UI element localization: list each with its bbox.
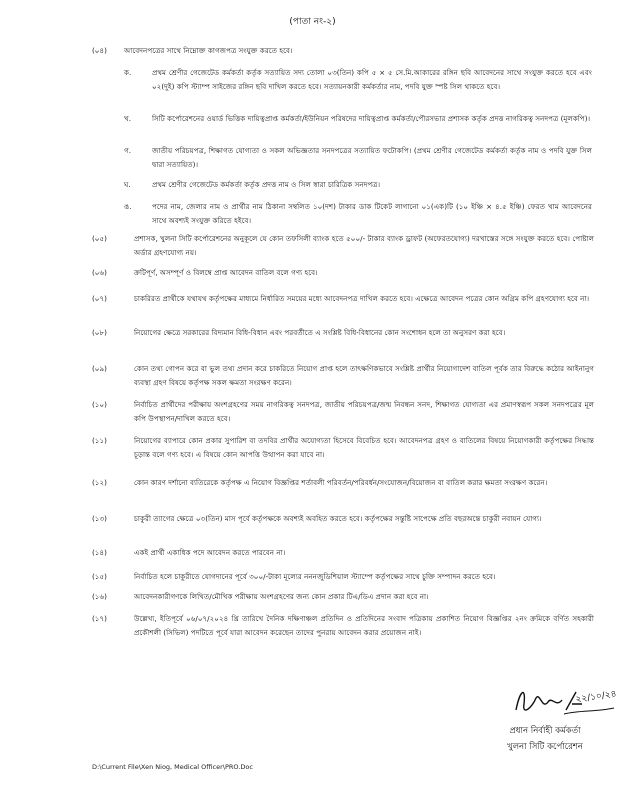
condition-text: নিয়োগের ক্ষেত্রে সরকারের বিদ্যমান বিধি-বিধান এবং পরবর্তীতে এ সংশ্লিষ্ট বিধি-বিধানের কোন সংশোধন হলে তা অনুসরণ করা হবে।	[134, 328, 506, 337]
condition-text: চাকুরী ত্যাগের ক্ষেত্রে ০৩(তিন) মাস পূর্বে কর্তৃপক্ষকে অবশ্যই অবহিত করতে হবে। কর্তৃপক্ষের সন্তুষ্টি সাপেক্ষে প্রতি বছরঅন্তে চাকুরী নবায়ন যোগ্য।	[134, 514, 542, 523]
condition-text: চাকরিরত প্রার্থীকে যথাযথ কর্তৃপক্ষের মাধ্যমে নির্ধারিত সময়ের মধ্যে আবেদনপত্র দাখিল করতে হবে। এক্ষেত্রে আবেদন পত্রের কোন অগ্রিম কপি গ্রহণযোগ্য হবে না।	[134, 294, 590, 303]
page-number: (পাতা নং-২)	[289, 17, 336, 27]
condition-number: (১৫)	[92, 572, 107, 581]
condition-text: নিয়োগের ব্যাপারে কোন প্রকার সুপারিশ বা তদবির প্রার্থীর অযোগ্যতা হিসেবে বিবেচিত হবে। আবেদনপত্র গ্রহণ ও বাতিলের বিষয়ে নিয়োগকারী কর্তৃপক্ষের সিদ্ধান্ত চূড়ান্ত বলে গণ্য হবে। এ বিষয়ে কোন আপত্তি উত্থাপন করা যাবে না।	[134, 436, 594, 459]
condition-number: (১৭)	[92, 614, 107, 623]
condition-number: (০৬)	[92, 268, 107, 277]
condition-text: একই প্রার্থী একাধিক পদে আবেদন করতে পারবেন না।	[134, 548, 286, 557]
signer-title: প্রধান নির্বাহী কর্মকর্তা	[509, 726, 581, 736]
signature-block	[470, 680, 620, 760]
condition-number: খ.	[124, 114, 132, 123]
condition-text: উল্লেখ্য, ইতিপূর্বে ০৬/০৭/২০২৪ খ্রি তারিখে দৈনিক দক্ষিণাঞ্চল প্রতিদিন ও প্রতিদিনের সংবাদ পত্রিকায় প্রকাশিত নিয়োগ বিজ্ঞপ্তির ২নং ক্রমিকে বর্ণিত সহকারী প্রকৌশলী (সিভিল) পদটিতে পূর্বে যারা আবেদন করেছেন তাদের পুনরায় আবেদন করার প্রয়োজন নাই।	[134, 614, 594, 637]
condition-number: (১৪)	[92, 548, 107, 557]
condition-number: (১২)	[92, 478, 107, 487]
condition-text: প্রথম শ্রেণীর গেজেটেড কর্মকর্তা কর্তৃক প্রদত্ত নাম ও সিল স্বারা চারিত্রিক সনদপত্র।	[152, 180, 381, 189]
condition-number: (০৪)	[92, 46, 107, 55]
condition-number: ক.	[124, 68, 132, 77]
condition-text: আবেদনপত্রের সাথে নিম্নোক্ত কাগজপত্র সংযুক্ত করতে হবে।	[124, 46, 293, 55]
condition-number: (০৫)	[92, 234, 107, 243]
file-path-footer: D:\Current File\Xen Niog, Medical Officer\PRO.Doc	[92, 763, 253, 771]
condition-text: পদের নাম, জেলার নাম ও প্রার্থীর নাম ঠিকানা সম্বলিত ১০(দশ) টাকার ডাক টিকেট লাগানো ০১(এক)টি (১০ ইঞ্চি × ৪.৫ ইঞ্চি) ফেরত খাম আবেদনের সাথে অবশ্যই সংযুক্ত করিতে হইবে।	[152, 202, 592, 225]
condition-number: ঙ.	[124, 202, 132, 211]
condition-number: (১১)	[92, 436, 107, 445]
signer-organization: খুলনা সিটি কর্পোরেশন	[507, 742, 583, 752]
condition-text: সিটি কর্পোরেশনের ওয়ার্ড ভিত্তিক দায়িত্বপ্রাপ্ত কর্মকর্তা/ইউনিয়ন পরিষদের দায়িত্বপ্রাপ্ত কর্মকর্তা/পৌরসভার প্রশাসক কর্তৃক প্রদত্ত নাগরিকত্ব সনদপত্র (মূলকপি)।	[152, 114, 591, 123]
condition-text: কোন কারণ দর্শানো ব্যতিরেকে কর্তৃপক্ষ এ নিয়োগ বিজ্ঞপ্তির শর্তাবলী পরিবর্তন/পরিবর্ধন/সংযোজন/বিয়োজন বা বাতিল করার ক্ষমতা সংরক্ষণ করেন।	[134, 478, 548, 487]
signature-image	[510, 680, 620, 720]
condition-number: (০৯)	[92, 364, 107, 373]
condition-number: (০৮)	[92, 328, 107, 337]
condition-number: (১০)	[92, 400, 107, 409]
signature-date: ২২/১০/২৪	[575, 689, 618, 705]
condition-text: কোন তথ্য গোপন করে বা ভুল তথ্য প্রদান করে চাকরিতে নিয়োগ প্রাপ্ত হলে তাৎক্ষণিকভাবে সংশ্লিষ্ট প্রার্থীর নিয়োগাদেশ বাতিল পূর্বক তার বিরুদ্ধে কঠোর আইনানুগ ব্যবস্থা গ্রহণ বিষয়ে কর্তৃপক্ষ সকল ক্ষমতা সংরক্ষণ করেন।	[134, 364, 594, 387]
condition-text: নির্বাচিত হলে চাকুরীতে যোগদানের পূর্বে ৩০০/-টাকা মূল্যের নননজুডিশিয়াল স্ট্যাম্পে কর্তৃপক্ষের সাথে চুক্তি সম্পাদন করতে হবে।	[134, 572, 496, 581]
condition-number: (১৬)	[92, 592, 107, 601]
condition-text: প্রথম শ্রেণীর গেজেটেড কর্মকর্তা কর্তৃক সত্যায়িত সদ্য তোলা ০৩(তিন) কপি ৫ × ৫ সে.মি.আকারের রঙ্গিন ছবি আবেদনের সাথে সংযুক্ত করতে হবে এবং ০২(দুই) কপি স্ট্যাম্প সাইজের রঙ্গিন ছবি দাখিল করতে হবে। সত্যায়নকারী কর্মকর্তার নাম, পদবি যুক্ত স্পষ্ট সিল থাকতে হবে।	[152, 68, 592, 91]
condition-number: ঘ.	[124, 180, 131, 189]
condition-text: আবেদনকারীগণকে লিখিত/মৌখিক পরীক্ষায় অংশগ্রহণের জন্য কোন প্রকার টিএ/ডিএ প্রদান করা হবে না।	[134, 592, 429, 601]
condition-number: গ.	[124, 146, 131, 155]
condition-text: নির্বাচিত প্রার্থীদের পরীক্ষায় অংশগ্রহণের সময় নাগরিকত্ব সনদপত্র, জাতীয় পরিচয়পত্র/জন্ম নিবন্ধন সনদ, শিক্ষাগত যোগ্যতা এর প্রমাণস্বরূপ সকল সনদপত্রের মূল কপি উপস্থাপন/দাখিল করতে হবে।	[134, 400, 594, 423]
condition-number: (০৭)	[92, 294, 107, 303]
condition-text: ক্রটিপূর্ণ, অসম্পূর্ণ ও বিলম্বে প্রাপ্ত আবেদন বাতিল বলে গণ্য হবে।	[134, 268, 318, 277]
condition-number: (১৩)	[92, 514, 107, 523]
condition-text: প্রশাসক, খুলনা সিটি কর্পোরেশনের অনুকূলে যে কোন তফসিলী ব্যাংক হতে ৫০০/- টাকার ব্যাংক ড্রাফট (অফেরতযোগ্য) দরখাস্তের সঙ্গে সংযুক্ত করতে হবে। পোষ্টাল অর্ডার গ্রহণযোগ্য নয়।	[134, 234, 594, 257]
condition-text: জাতীয় পরিচয়পত্র, শিক্ষাগত যোগ্যতা ও সকল অভিজ্ঞতার সনদপত্রের সত্যায়িত ফটোকপি। (প্রথম শ্রেণীর গেজেটেড কর্মকর্তা কর্তৃক নাম ও পদবি যুক্ত সিল দ্বারা সত্যায়িত)।	[152, 146, 592, 169]
